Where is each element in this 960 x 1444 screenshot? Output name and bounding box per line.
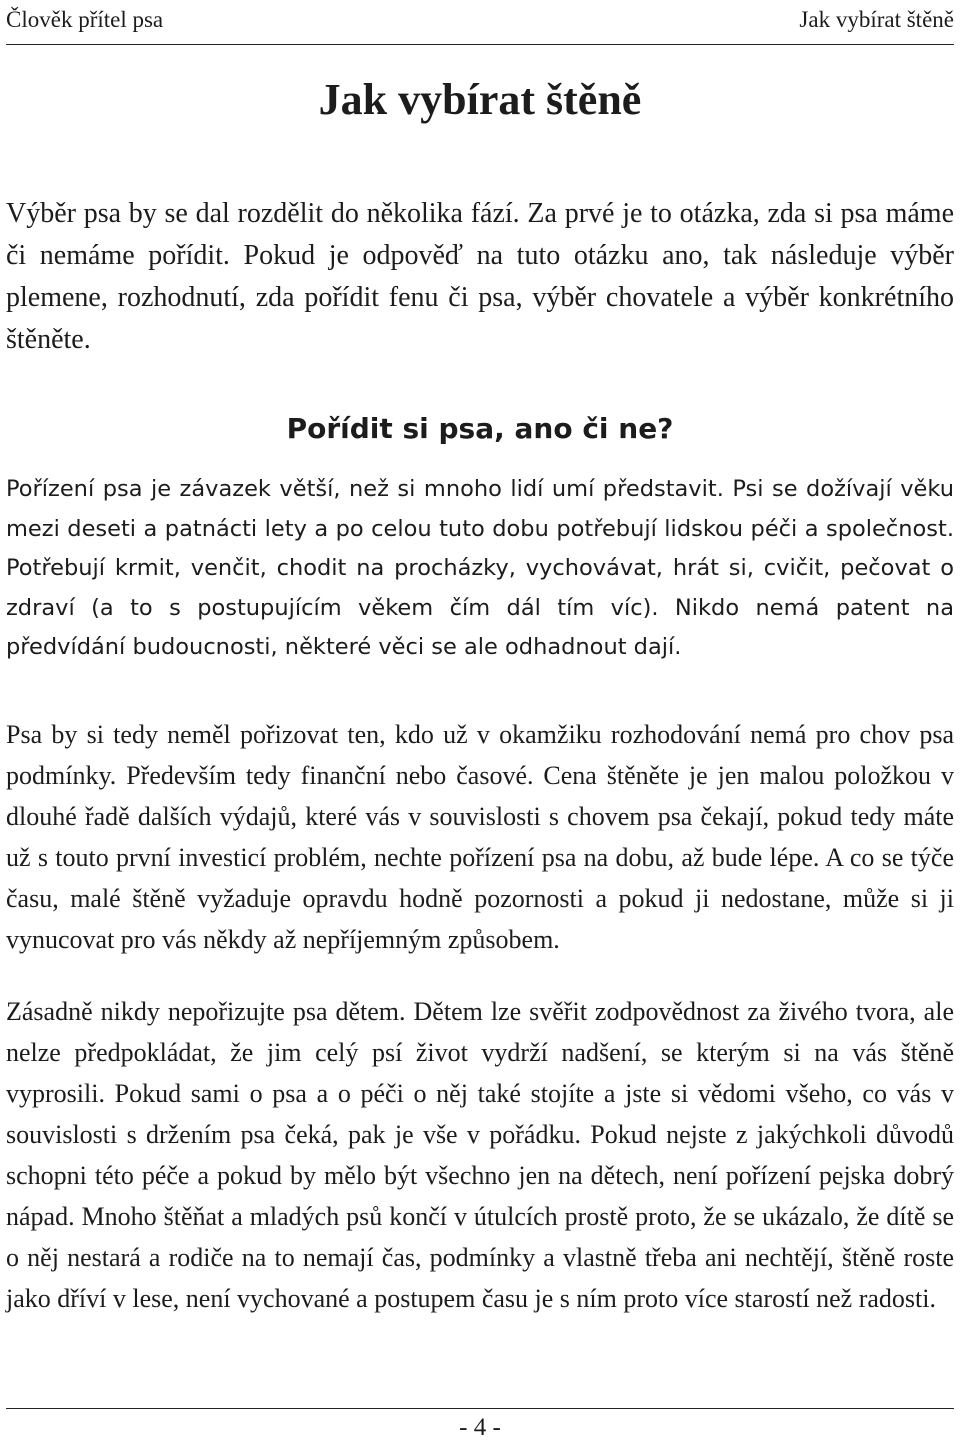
intro-paragraph: Výběr psa by se dal rozdělit do několika fází. Za prvé je to otázka, zda si psa máme či nemáme pořídit. Pokud je odpověď na tuto otázku ano, tak následuje výběr plemene, rozhodnutí, zda pořídit fenu či psa, výběr chovatele a výběr konkrétního štěněte. — [6, 198, 954, 355]
section-heading: Pořídit si psa, ano či ne? — [286, 412, 674, 445]
header-chapter-title: Jak vybírat štěně — [799, 7, 954, 32]
section-paragraph-1: Pořízení psa je závazek větší, než si mnoho lidí umí představit. Psi se dožívají věku mezi deseti a patnácti lety a po celou tuto dobu potřebují lidskou péči a společnost. Potřebují krmit, venčit, chodit na procházky, vychovávat, hrát si, cvičit, pečovat o zdraví (a to s postupujícím věkem čím dál tím víc). Nikdo nemá patent na předvídání budoucnosti, některé věci se ale odhadnout dají. — [6, 476, 954, 660]
header-book-title: Člověk přítel psa — [6, 7, 164, 32]
running-header — [6, 6, 954, 34]
header-divider — [6, 44, 954, 45]
section-paragraph-3: Zásadně nikdy nepořizujte psa dětem. Dětem lze svěřit zodpovědnost za živého tvora, ale nelze předpokládat, že jim celý psí život vydrží nadšení, se kterým si na vás štěně vyprosili. Pokud sami o psa a o péči o něj také stojíte a jste si vědomi všeho, co vás v souvislosti s držením psa čeká, pak je vše v pořádku. Pokud nejste z jakýchkoli důvodů schopni této péče a pokud by mělo být všechno jen na dětech, není pořízení pejska dobrý nápad. Mnoho štěňat a mladých psů končí v útulcích prostě proto, že se ukázalo, že dítě se o něj nestará a rodiče na to nemají čas, podmínky a vlastně třeba ani nechtějí, štěně roste jako dříví v lese, není vychované a postupem času je s ním proto více starostí než radosti. — [6, 997, 954, 1313]
section-paragraph-2: Psa by si tedy neměl pořizovat ten, kdo už v okamžiku rozhodování nemá pro chov psa podmínky. Především tedy finanční nebo časové. Cena štěněte je jen malou položkou v dlouhé řadě dalších výdajů, které vás v souvislosti s chovem psa čekají, pokud tedy máte už s touto první investicí problém, nechte pořízení psa na dobu, až bude lépe. A co se týče času, malé štěně vyžaduje opravdu hodně pozornosti a pokud ji nedostane, může si ji vynucovat pro vás někdy až nepříjemným způsobem. — [6, 720, 954, 954]
page-number: - 4 - — [459, 1414, 501, 1441]
page-title: Jak vybírat štěně — [318, 75, 642, 124]
footer-divider — [6, 1408, 954, 1409]
